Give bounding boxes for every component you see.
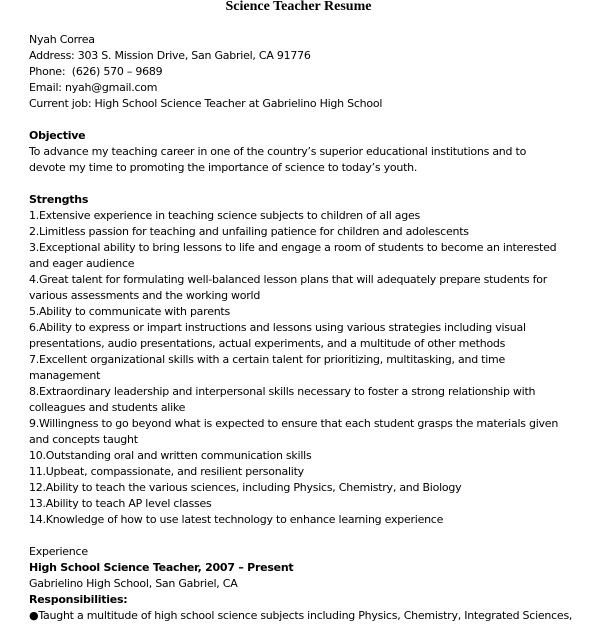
objective-section <box>29 128 599 176</box>
strength-line: 1.Extensive experience in teaching science subjects to children of all ages <box>29 209 420 222</box>
strength-line: presentations, audio presentations, actual experiments, and a multitude of other methods <box>29 337 506 350</box>
strength-line: 4.Great talent for formulating well-balanced lesson plans that will adequately prepare students for <box>29 273 548 286</box>
contact-email: Email: nyah@gmail.com <box>29 81 158 94</box>
strength-line: 5.Ability to communicate with parents <box>29 305 230 318</box>
strength-line: 3.Exceptional ability to bring lessons to life and engage a room of students to become an interested <box>29 241 557 254</box>
strength-line: 12.Ability to teach the various sciences, including Physics, Chemistry, and Biology <box>29 481 462 494</box>
strength-line: 2.Limitless passion for teaching and unfailing patience for children and adolescents <box>29 225 469 238</box>
strength-line: 14.Knowledge of how to use latest technology to enhance learning experience <box>29 513 444 526</box>
responsibilities-heading: Responsibilities: <box>29 593 128 606</box>
strength-line: various assessments and the working world <box>29 289 261 302</box>
objective-line: To advance my teaching career in one of the country’s superior educational institutions and to <box>29 145 527 158</box>
spacer <box>29 112 599 128</box>
strength-line: 6.Ability to express or impart instructions and lessons using various strategies including visual <box>29 321 526 334</box>
resume-body <box>29 32 599 624</box>
objective-line: devote my time to promoting the importance of science to today’s youth. <box>29 161 418 174</box>
strength-line: and concepts taught <box>29 433 138 446</box>
contact-name: Nyah Correa <box>29 33 95 46</box>
strengths-heading: Strengths <box>29 193 89 206</box>
contact-address: Address: 303 S. Mission Drive, San Gabriel, CA 91776 <box>29 49 311 62</box>
contact-phone: Phone: (626) 570 – 9689 <box>29 65 163 78</box>
document-title: Science Teacher Resume <box>225 0 372 14</box>
experience-heading: Experience <box>29 545 88 558</box>
objective-heading: Objective <box>29 129 86 142</box>
strength-line: colleagues and students alike <box>29 401 186 414</box>
experience-section <box>29 544 599 624</box>
strength-line: management <box>29 369 101 382</box>
strength-line: 8.Extraordinary leadership and interpersonal skills necessary to foster a strong relationship with <box>29 385 536 398</box>
contact-current-job: Current job: High School Science Teacher at Gabrielino High School <box>29 97 383 110</box>
strength-line: and eager audience <box>29 257 135 270</box>
strength-line: 7.Excellent organizational skills with a certain talent for prioritizing, multitasking, and time <box>29 353 506 366</box>
strength-line: 11.Upbeat, compassionate, and resilient personality <box>29 465 304 478</box>
contact-block <box>29 32 599 112</box>
spacer <box>29 528 599 544</box>
strengths-section <box>29 192 599 528</box>
strength-line: 9.Willingness to go beyond what is expected to ensure that each student grasps the materials given <box>29 417 559 430</box>
strength-line: 13.Ability to teach AP level classes <box>29 497 212 510</box>
strength-line: 10.Outstanding oral and written communication skills <box>29 449 312 462</box>
job-title: High School Science Teacher, 2007 – Present <box>29 561 294 574</box>
responsibility-item: ●Taught a multitude of high school science subjects including Physics, Chemistry, Integrated Sciences, <box>29 609 573 622</box>
spacer <box>29 176 599 192</box>
job-employer: Gabrielino High School, San Gabriel, CA <box>29 577 238 590</box>
